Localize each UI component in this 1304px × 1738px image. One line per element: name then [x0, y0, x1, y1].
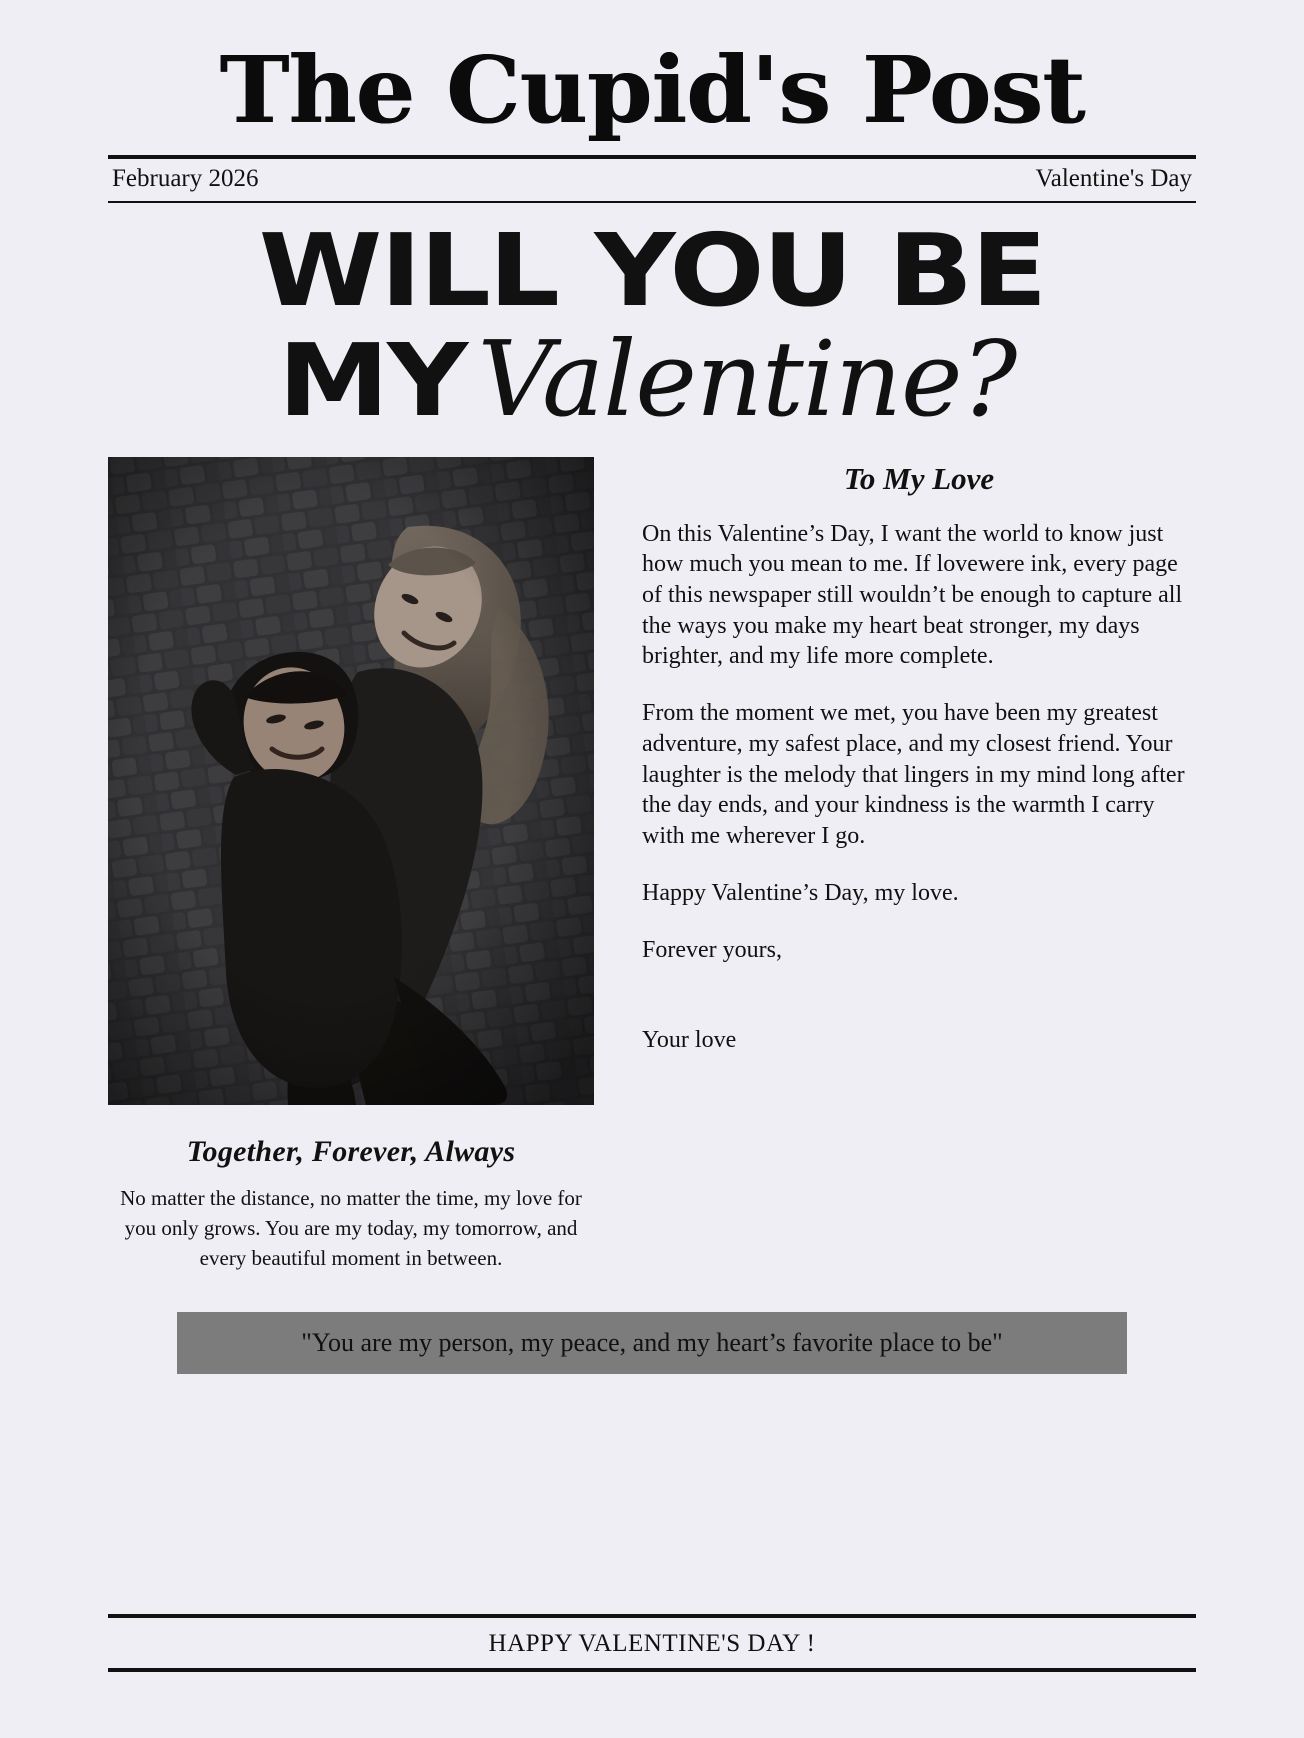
footer [108, 1614, 1196, 1672]
letter-paragraph-3: Happy Valentine’s Day, my love. [642, 879, 959, 906]
headline-my: MY [277, 321, 466, 439]
couple-photo [108, 457, 594, 1105]
letter-paragraph-4: Forever yours, [642, 936, 782, 963]
letter-title: To My Love [843, 460, 995, 496]
headline-line-one: WILL YOU BE [258, 211, 1046, 329]
dateline-occasion: Valentine's Day [1035, 164, 1192, 192]
letter-paragraph-2: From the moment we met, you have been my greatest adventure, my safest place, and my closest friend. Your laughter is the melody that lingers in my mind long after the day ends, and your kindness is the warmth I carry with me wherever I go. [642, 700, 1185, 850]
masthead-rule-bottom [108, 201, 1196, 203]
content-columns [108, 457, 1196, 1274]
dateline-date: February 2026 [112, 164, 259, 192]
masthead [108, 36, 1196, 144]
dateline [108, 159, 1196, 201]
caption-title: Together, Forever, Always [186, 1134, 516, 1168]
letter-signature: Your love [642, 1027, 737, 1054]
headline-valentine: Valentine? [477, 317, 1017, 440]
headline-line-two [108, 317, 1196, 440]
caption-body: No matter the distance, no matter the time, my love for you only grows. You are my today, my tomorrow, and every beautiful moment in between. [120, 1185, 582, 1271]
masthead-title: The Cupid's Post [219, 36, 1085, 144]
quote-text: "You are my person, my peace, and my heart’s favorite place to be" [177, 1312, 1127, 1374]
headline [108, 211, 1196, 440]
left-column [108, 457, 594, 1274]
footer-text: HAPPY VALENTINE'S DAY ! [488, 1630, 816, 1657]
letter-body [642, 519, 1196, 1056]
footer-rule-bottom [108, 1668, 1196, 1672]
right-column [642, 457, 1196, 1056]
letter-paragraph-1: On this Valentine’s Day, I want the world to know just how much you mean to me. If lovewere ink, every page of this newspaper still wouldn’t be enough to capture all the ways you make my heart beat stronger, my days brighter, and my life more complete. [642, 520, 1183, 670]
quote-banner [108, 1312, 1196, 1374]
